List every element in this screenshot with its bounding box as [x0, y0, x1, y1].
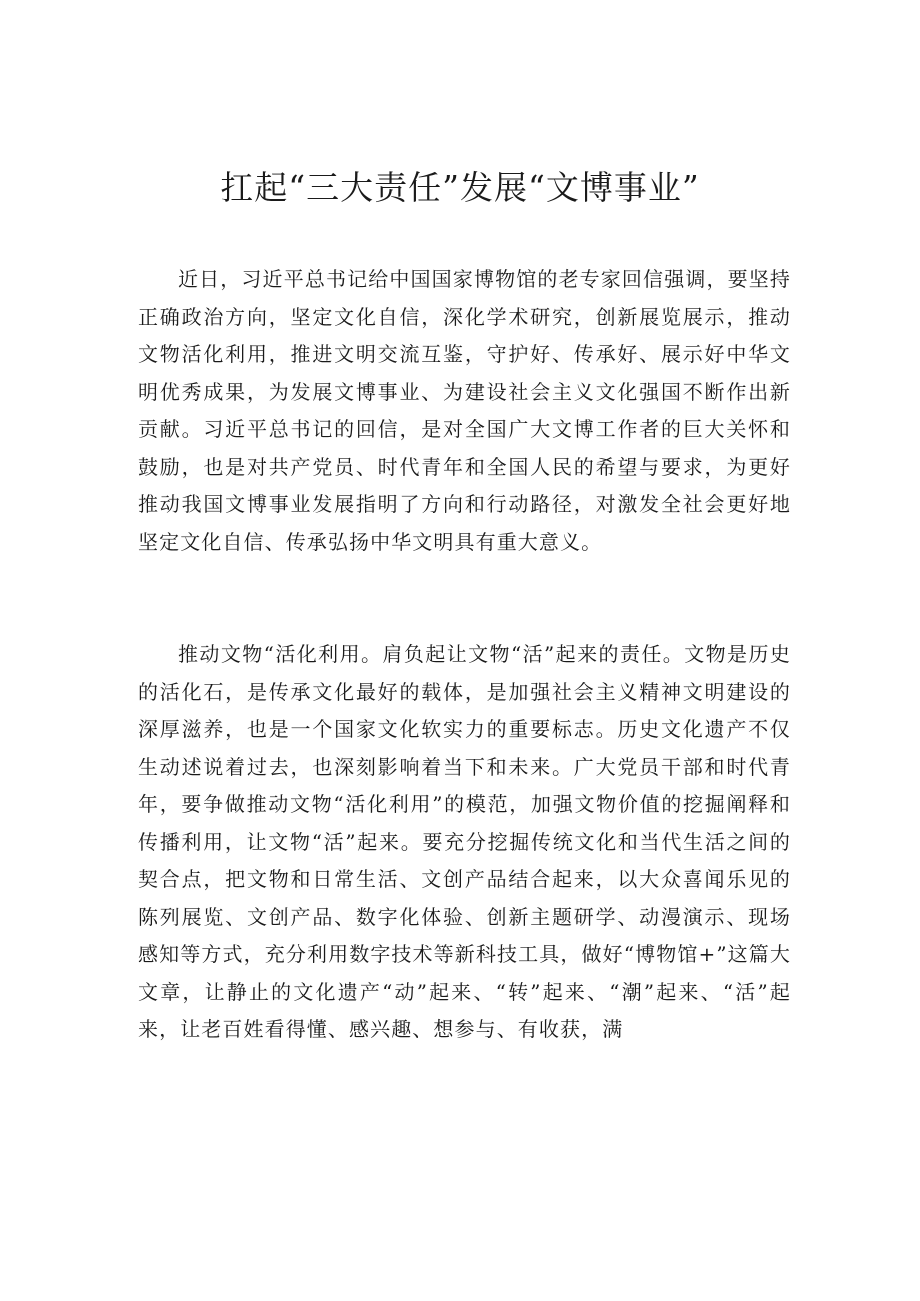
paragraph-intro: 近日，习近平总书记给中国国家博物馆的老专家回信强调，要坚持正确政治方向，坚定文化自信，深化学术研究，创新展览展示，推动文物活化利用，推进文明交流互鉴，守护好、传承好、展示好中华文明优秀成果，为发展文博事业、为建设社会主义文化强国不断作出新贡献。习近平总书记的回信，是对全国广大文博工作者的巨大关怀和鼓励，也是对共产党员、时代青年和全国人民的希望与要求，为更好推动我国文博事业发展指明了方向和行动路径，对激发全社会更好地坚定文化自信、传承弘扬中华文明具有重大意义。 [138, 267, 791, 554]
paragraph-cultural-relics: 推动文物“活化利用。肩负起让文物“活”起来的责任。文物是历史的活化石，是传承文化最好的载体，是加强社会主义精神文明建设的深厚滋养，也是一个国家文化软实力的重要标志。历史文化遗产不仅生动述说着过去，也深刻影响着当下和未来。广大党员干部和时代青年，要争做推动文物“活化利用”的模范，加强文物价值的挖掘阐释和传播利用，让文物“活”起来。要充分挖掘传统文化和当代生活之间的契合点，把文物和日常生活、文创产品结合起来，以大众喜闻乐见的陈列展览、文创产品、数字化体验、创新主题研学、动漫演示、现场感知等方式，充分利用数字技术等新科技工具，做好“博物馆+”这篇大文章，让静止的文化遗产“动”起来、“转”起来、“潮”起来、“活”起来，让老百姓看得懂、感兴趣、想参与、有收获，满 [138, 642, 792, 1041]
document-title: 扛起“三大责任”发展“文博事业” [220, 168, 700, 207]
